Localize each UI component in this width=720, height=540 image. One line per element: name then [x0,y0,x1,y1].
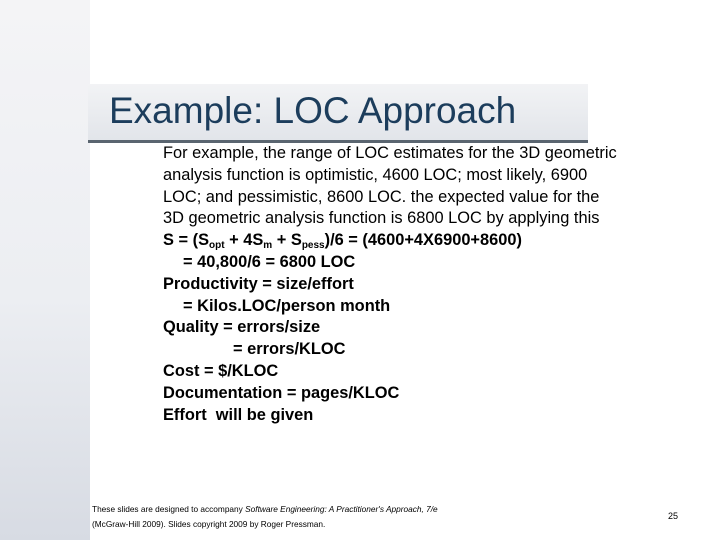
subscript-opt: opt [209,240,225,252]
footer-line-2: (McGraw-Hill 2009). Slides copyright 2009 by Roger Pressman. [92,519,326,529]
title-block [0,0,720,150]
effort-line: Effort will be given [163,405,314,424]
quality-def: = errors/KLOC [233,340,346,359]
slide-footer [92,502,592,532]
formula-part-1: S = (S [163,231,210,250]
body-line-4: 3D geometric analysis function is 6800 LOC by applying this [163,209,600,228]
footer-prefix: These slides are designed to accompany [92,504,246,514]
formula-part-4: )/6 = (4600+4X6900+8600) [324,231,522,250]
productivity-def: = Kilos.LOC/person month [183,296,391,315]
body-line-3: LOC; and pessimistic, 8600 LOC. the expected value for the [163,187,600,206]
footer-line-1 [92,502,592,517]
cost-line: Cost = $/KLOC [163,361,279,380]
footer-book-title: Software Engineering: A Practitioner's Approach, 7/e [245,504,438,514]
productivity-line: Productivity = size/effort [163,274,354,293]
formula-part-2: + 4S [224,231,264,250]
quality-line: Quality = errors/size [163,318,321,337]
formula-line [163,230,703,252]
formula-result: = 40,800/6 = 6800 LOC [183,252,356,271]
formula-part-3: + S [272,231,302,250]
documentation-line: Documentation = pages/KLOC [163,383,400,402]
slide-title: Example: LOC Approach [109,90,517,131]
slide-body [163,143,703,426]
page-number: 25 [668,511,679,521]
subscript-m: m [263,240,273,252]
subscript-pess: pess [301,240,325,252]
body-line-1: For example, the range of LOC estimates for the 3D geometric [163,144,617,162]
body-line-2: analysis function is optimistic, 4600 LOC; most likely, 6900 [163,165,588,184]
